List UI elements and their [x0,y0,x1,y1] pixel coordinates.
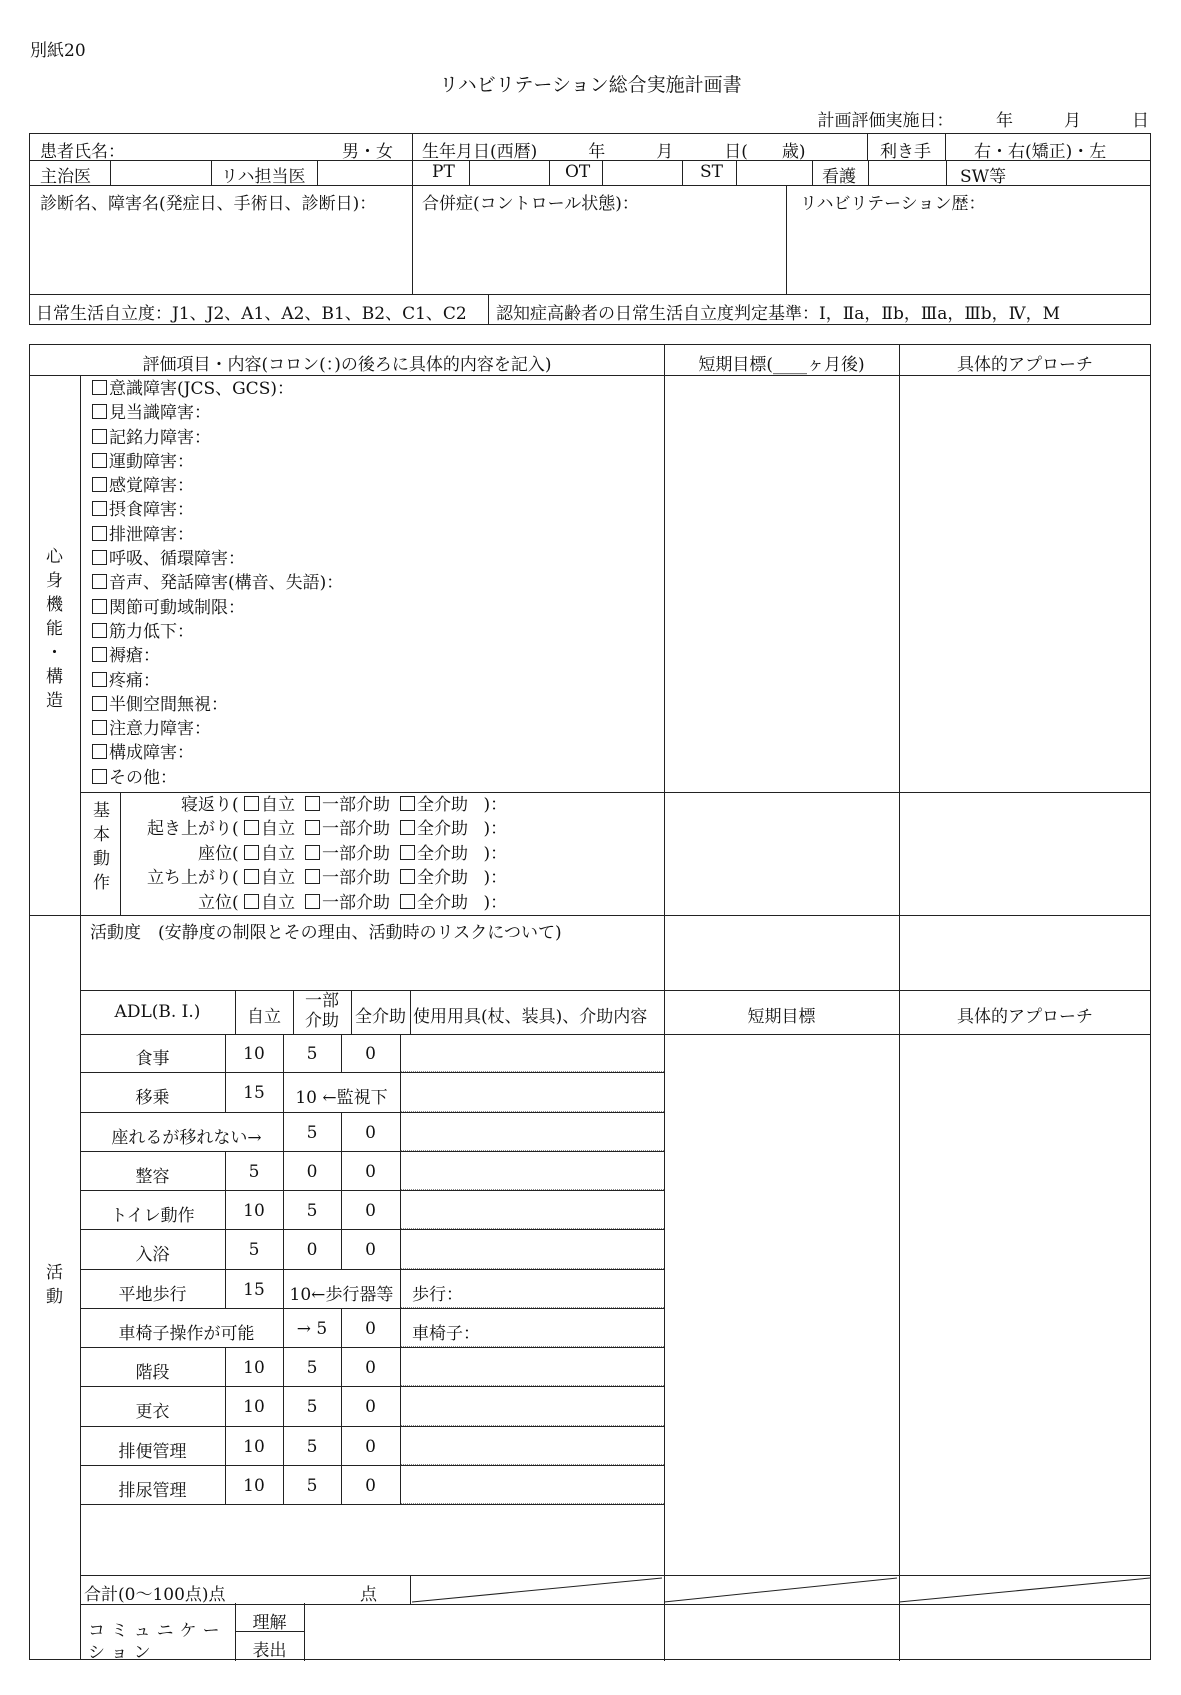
sw-label: SW等 [960,167,1007,187]
checkbox[interactable] [400,845,415,860]
patient-name-label: 患者氏名： [40,142,125,162]
evaluation-table [29,344,1151,1663]
adl-item: 更衣 [135,1402,170,1423]
adl-row [80,1113,664,1152]
checkbox[interactable] [92,477,107,492]
body-item-label: 摂食障害： [109,500,194,521]
body-item [80,596,664,620]
body-item-label: 褥瘡： [109,646,160,667]
adl-partial: 5 [306,1044,318,1064]
dementia-criteria: 認知症高齢者の日常生活自立度判定基準：Ⅰ，Ⅱa，Ⅱb，Ⅲa，Ⅲb，Ⅳ，M [496,304,1061,324]
body-item-label: 記銘力障害： [109,427,211,448]
adl-note: 歩行： [412,1284,463,1305]
basic-movement-label: 基本動作 [89,801,109,897]
adl-total: 0 [365,1201,376,1221]
adl-independent: 10 [243,1201,265,1221]
adl-total: 0 [365,1044,376,1064]
checkbox[interactable] [305,894,320,909]
adl-independent: 10 [243,1397,265,1418]
adl-row [80,1466,664,1505]
basic-movement-row: 寝返り( 自立 一部介助 全介助 )： [120,793,664,817]
adl-item: 車椅子操作が可能 [118,1323,255,1344]
checkbox[interactable] [244,869,259,884]
checkbox[interactable] [92,599,107,614]
option-label: 一部介助 [322,795,391,815]
adl-partial: 5 [306,1436,318,1457]
body-item-label: 感覚障害： [109,476,194,497]
body-item-label: 注意力障害： [109,719,211,740]
adl-item: 階段 [135,1363,170,1383]
body-item [80,693,664,717]
expression-label: 表出 [252,1641,287,1661]
adl-independent: 5 [248,1161,260,1182]
adl-row [80,1034,664,1073]
option-label: 自立 [261,892,296,913]
checkbox[interactable] [92,380,107,395]
option-label: 全介助 [417,843,469,864]
basic-movement-list [120,793,664,915]
option-label: 自立 [261,868,296,889]
form-title: リハビリテーション総合実施計画書 [439,74,742,96]
checkbox[interactable] [92,744,107,759]
pt-label: PT [432,162,455,182]
checkbox[interactable] [305,820,320,835]
adl-partial: 0 [306,1240,318,1261]
total-row-strikes [410,1576,1151,1604]
adl-row [80,1309,664,1348]
checkbox[interactable] [92,550,107,565]
body-item [80,644,664,668]
body-item [80,474,664,498]
sex-field: 男・女 [342,142,393,162]
adl-header: ADL(B. I.) 自立 一部介助 全介助 使用用具(杖、装具)、介助内容 短期目標 具体的アプローチ [80,990,1151,1035]
body-item [80,717,664,741]
adl-independent: 10 [243,1436,265,1457]
nurse-label: 看護 [822,167,856,187]
adl-total: 0 [365,1240,376,1261]
basic-movement-row: 座位( 自立 一部介助 全介助 )： [120,842,664,866]
option-label: 自立 [261,843,296,864]
checkbox[interactable] [92,672,107,687]
body-item-label: 意識障害(JCS、GCS)： [109,379,294,399]
checkbox[interactable] [92,769,107,784]
adl-item: 整容 [135,1166,170,1187]
adl-total: 0 [365,1397,376,1418]
checkbox[interactable] [92,647,107,662]
adl-partial: → 5 [296,1318,328,1339]
col-goal-header: 短期目標(____ヶ月後) [698,355,865,375]
comprehension-label: 理解 [252,1613,287,1633]
adl-partial: 5 [306,1475,318,1496]
body-item [80,426,664,450]
body-item-label: 関節可動域制限： [109,597,245,618]
basic-movement-name: 座位 [198,843,232,864]
checkbox[interactable] [92,696,107,711]
option-label: 一部介助 [322,868,391,889]
adl-total: 0 [365,1436,376,1457]
adl-row [80,1348,664,1387]
body-item-label: 呼吸、循環障害： [109,549,245,570]
attachment-label: 別紙20 [30,41,86,61]
activity-label: 活動 [42,1263,62,1311]
checkbox[interactable] [400,820,415,835]
adl-row [80,1270,664,1309]
adl-item: 食事 [135,1049,170,1069]
option-label: 自立 [261,795,296,815]
adl-row [80,1427,664,1466]
body-item-label: 排泄障害： [109,524,194,545]
checkbox[interactable] [92,574,107,589]
option-label: 一部介助 [322,819,391,840]
body-item [80,669,664,693]
adl-partial: 5 [306,1122,318,1143]
adl-independence: 日常生活自立度：J1、J2、A1、A2、B1、B2、C1、C2 [36,304,467,324]
adl-item: トイレ動作 [110,1206,195,1226]
body-item [80,547,664,571]
checkbox[interactable] [92,453,107,468]
body-items-list [80,377,664,790]
body-item [80,620,664,644]
complications-label: 合併症(コントロール状態)： [422,194,639,214]
checkbox[interactable] [305,796,320,811]
adl-independent: 10 [243,1358,265,1378]
basic-movement-name: 立ち上がり [147,868,232,889]
adl-note: 車椅子： [412,1323,480,1344]
col-approach-header: 具体的アプローチ [957,355,1093,375]
adl-row [80,1191,664,1230]
body-item [80,766,664,790]
body-item [80,498,664,522]
st-label: ST [700,162,723,182]
checkbox[interactable] [400,796,415,811]
body-item-label: 見当識障害： [109,403,211,424]
checkbox[interactable] [305,845,320,860]
option-label: 全介助 [417,892,469,913]
body-item-label: 筋力低下： [109,621,194,642]
body-function-label: 心身機能・構造 [42,547,62,715]
adl-total: 0 [365,1161,376,1182]
adl-partial: 10 ←監視下 [295,1088,388,1109]
basic-movement-name: 起き上がり [147,819,232,840]
adl-row [80,1073,664,1112]
option-label: 全介助 [417,868,469,889]
ot-label: OT [565,162,591,182]
body-item-label: 半側空間無視： [109,694,228,715]
checkbox[interactable] [400,869,415,884]
adl-item: 排尿管理 [118,1480,187,1501]
checkbox[interactable] [92,623,107,638]
checkbox[interactable] [92,501,107,516]
adl-item: 移乗 [135,1088,170,1109]
body-item-label: 疼痛： [109,670,160,691]
basic-movement-row: 立位( 自立 一部介助 全介助 )： [120,891,664,915]
adl-partial: 5 [306,1397,318,1418]
option-label: 全介助 [417,795,469,815]
basic-movement-name: 立位 [198,892,232,913]
rehab-history-label: リハビリテーション歴： [800,194,986,214]
dominant-hand-value: 右・右(矯正)・左 [974,142,1107,162]
basic-movement-row: 起き上がり( 自立 一部介助 全介助 )： [120,817,664,841]
diagnosis-label: 診断名、障害名(発症日、手術日、診断日)： [40,194,377,214]
adl-total: 0 [365,1318,376,1339]
adl-independent: 5 [248,1240,260,1261]
option-label: 全介助 [417,819,469,840]
adl-item: 入浴 [135,1245,170,1266]
adl-partial: 0 [306,1161,318,1182]
checkbox[interactable] [92,429,107,444]
body-item [80,377,664,401]
option-label: 一部介助 [322,843,391,864]
birth-field: 生年月日(西暦) 年 月 日( 歳) [422,142,806,162]
checkbox[interactable] [244,796,259,811]
checkbox[interactable] [244,894,259,909]
basic-movement-name: 寝返り [181,795,232,815]
checkbox[interactable] [244,820,259,835]
body-item-label: 音声、発話障害(構音、失語)： [109,573,344,594]
adl-independent: 15 [243,1083,265,1104]
adl-total: 0 [365,1475,376,1496]
adl-partial: 5 [306,1201,318,1221]
adl-partial: 10←歩行器等 [289,1284,394,1305]
eval-date: 計画評価実施日： 年 月 日 [817,111,1149,131]
adl-row [80,1152,664,1191]
basic-movement-row: 立ち上がり( 自立 一部介助 全介助 )： [120,866,664,890]
body-item [80,401,664,425]
adl-total: 0 [365,1122,376,1143]
doctor-label: 主治医 [40,167,91,187]
rehab-doctor-label: リハ担当医 [221,167,306,187]
adl-row [80,1230,664,1269]
checkbox[interactable] [92,526,107,541]
adl-independent: 15 [243,1279,265,1300]
option-label: 自立 [261,819,296,840]
col-eval-header: 評価項目・内容(コロン(：)の後ろに具体的内容を記入) [142,355,552,375]
checkbox[interactable] [92,404,107,419]
communication-label: コミュニケーション [88,1621,226,1663]
adl-independent: 10 [243,1044,265,1064]
option-label: 一部介助 [322,892,391,913]
adl-partial: 5 [306,1358,318,1378]
checkbox[interactable] [92,720,107,735]
adl-independent: 10 [243,1475,265,1496]
body-item [80,571,664,595]
body-item-label: 構成障害： [109,743,194,764]
checkbox[interactable] [305,869,320,884]
checkbox[interactable] [244,845,259,860]
body-item-label: 運動障害： [109,451,194,472]
adl-item: 平地歩行 [118,1284,187,1305]
body-item [80,741,664,765]
activity-level-label: 活動度 (安静度の制限とその理由、活動時のリスクについて) [90,923,562,943]
patient-info [29,133,1151,325]
dominant-hand-label: 利き手 [880,142,931,162]
adl-total: 0 [365,1358,376,1378]
body-item [80,523,664,547]
adl-item: 排便管理 [118,1441,187,1462]
checkbox[interactable] [400,894,415,909]
body-item [80,450,664,474]
adl-item: 座れるが移れない→ [111,1127,262,1148]
total-row: 合計(0～100点)点 点 [80,1575,1151,1605]
adl-row [80,1387,664,1426]
body-item-label: その他： [109,767,177,788]
